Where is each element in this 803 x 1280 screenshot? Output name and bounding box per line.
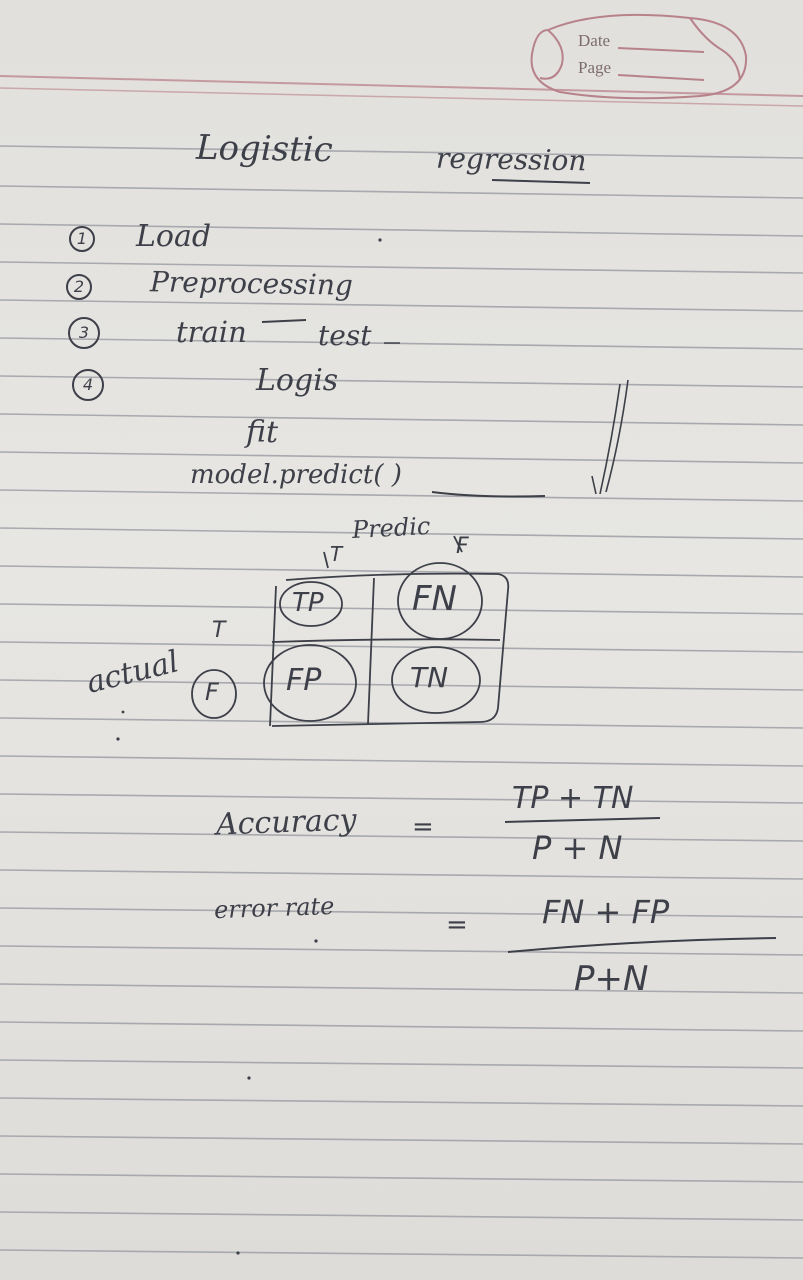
actual-label: actual [83, 644, 183, 701]
substep-fit: fit [246, 415, 279, 450]
cell-fp: FP [286, 663, 322, 698]
page-label: Page [578, 58, 612, 77]
step-number: 3 [78, 323, 90, 342]
accuracy-fraction-bar [505, 818, 660, 822]
confusion-matrix-grid [192, 536, 508, 726]
title-underline [492, 180, 590, 183]
actual-true-label: T [212, 618, 226, 643]
error-rate-label: error rate [213, 891, 335, 925]
step-text-train: train [176, 315, 247, 349]
accuracy-numerator: TP + TN [512, 781, 634, 816]
step-text-preprocessing: Preprocessing [149, 265, 354, 302]
error-fraction-bar [508, 938, 776, 952]
accuracy-label: Accuracy [215, 802, 358, 843]
step-text-test: test [318, 319, 372, 352]
substep-predict: model.predict( ) [190, 460, 402, 490]
accuracy-denominator: P + N [532, 829, 623, 867]
error-rate-denominator: P+N [574, 959, 649, 999]
accuracy-equals: = [412, 812, 434, 842]
cell-tn: TN [410, 661, 449, 694]
double-bar-mark [592, 380, 628, 494]
step-number: 2 [73, 277, 85, 296]
date-page-banner [532, 15, 747, 98]
title-word-regression: regression [435, 141, 587, 178]
pred-false-label: F [456, 534, 469, 559]
error-rate-equals: = [446, 910, 468, 940]
title-word-logistic: Logistic [195, 127, 334, 171]
step-number: 4 [82, 375, 94, 394]
actual-false-label: F [205, 678, 219, 706]
ruled-lines [0, 141, 803, 1258]
train-test-dash [262, 320, 306, 322]
cell-tp: TP [292, 588, 324, 618]
error-rate-numerator: FN + FP [542, 893, 670, 931]
cell-fn: FN [412, 579, 457, 619]
step-number: 1 [76, 229, 88, 248]
pred-true-label: T [330, 542, 343, 566]
substep-logis: Logis [256, 363, 339, 398]
step-text-load: Load [136, 219, 212, 254]
date-label: Date [578, 31, 611, 50]
predicted-label: Predic [351, 511, 431, 545]
